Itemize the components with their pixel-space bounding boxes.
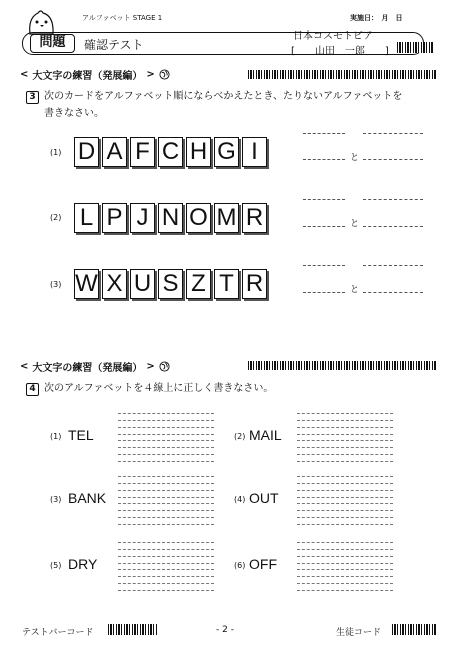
answer-line[interactable] bbox=[363, 159, 423, 160]
answer-guide-line bbox=[303, 265, 345, 266]
letter-card: I bbox=[242, 137, 267, 167]
student-code-label: 生徒コード bbox=[336, 628, 382, 638]
row1-joiner: と bbox=[350, 153, 360, 163]
letter-card: Z bbox=[186, 269, 211, 299]
item5-word: DRY bbox=[68, 556, 98, 572]
letter-card: N bbox=[158, 203, 183, 233]
four-line-guide[interactable] bbox=[297, 542, 393, 564]
student-code-barcode bbox=[392, 624, 436, 635]
section1-heading: 大文字の練習（発展編） bbox=[32, 71, 143, 82]
item1-word: TEL bbox=[68, 427, 94, 443]
row3-joiner: と bbox=[350, 285, 360, 295]
question3-line2: 書きなさい。 bbox=[44, 108, 104, 119]
chevron-right-icon: > bbox=[146, 361, 155, 372]
letter-card: J bbox=[130, 203, 155, 233]
item2-word: MAIL bbox=[249, 427, 282, 443]
question3-line1: 次のカードをアルファベット順にならべかえたとき、たりないアルファベットを bbox=[44, 91, 403, 102]
globe-icon bbox=[159, 361, 170, 372]
answer-guide-line bbox=[363, 199, 423, 200]
chevron-right-icon: > bbox=[146, 69, 155, 80]
letter-card: G bbox=[214, 137, 239, 167]
letter-card: M bbox=[214, 203, 239, 233]
letter-card: P bbox=[102, 203, 127, 233]
letter-card: C bbox=[158, 137, 183, 167]
answer-guide-line bbox=[303, 199, 345, 200]
globe-icon bbox=[159, 69, 170, 80]
item1-label: (1) bbox=[50, 432, 62, 441]
problem-badge: 問題 bbox=[30, 34, 75, 53]
question3-number: 3 bbox=[26, 91, 39, 104]
letter-card: A bbox=[102, 137, 127, 167]
answer-guide-line bbox=[363, 133, 423, 134]
item5-label: (5) bbox=[50, 561, 62, 570]
four-line-guide[interactable] bbox=[297, 476, 393, 498]
chevron-left-icon: < bbox=[20, 361, 29, 372]
test-barcode bbox=[108, 624, 158, 635]
section1-barcode bbox=[248, 70, 436, 79]
row3-label: (3) bbox=[50, 280, 62, 289]
test-title: 確認テスト bbox=[84, 38, 144, 52]
item4-label: (4) bbox=[234, 495, 246, 504]
letter-card: F bbox=[130, 137, 155, 167]
question4-number: 4 bbox=[26, 383, 39, 396]
date-label: 実施日： 月 日 bbox=[350, 14, 403, 22]
section2-header bbox=[20, 359, 170, 374]
item3-word: BANK bbox=[68, 490, 107, 506]
four-line-guide[interactable] bbox=[118, 503, 214, 525]
row1-label: (1) bbox=[50, 148, 62, 157]
letter-card: X bbox=[102, 269, 127, 299]
question3-text bbox=[44, 88, 402, 122]
answer-line[interactable] bbox=[303, 226, 345, 227]
row1-cards bbox=[74, 137, 267, 167]
four-line-guide[interactable] bbox=[297, 569, 393, 591]
letter-card: H bbox=[186, 137, 211, 167]
item2-label: (2) bbox=[234, 432, 246, 441]
answer-guide-line bbox=[303, 133, 345, 134]
item3-label: (3) bbox=[50, 495, 62, 504]
answer-line[interactable] bbox=[363, 292, 423, 293]
letter-card: U bbox=[130, 269, 155, 299]
letter-card: R bbox=[242, 203, 267, 233]
question4-text: 次のアルファベットを４線上に正しく書きなさい。 bbox=[44, 383, 274, 394]
four-line-guide[interactable] bbox=[118, 542, 214, 564]
section2-heading: 大文字の練習（発展編） bbox=[32, 363, 143, 374]
student-name: [ 山田 一郎 ] bbox=[291, 46, 389, 57]
name-barcode bbox=[397, 42, 433, 53]
page-number: - 2 - bbox=[216, 625, 234, 635]
row2-label: (2) bbox=[50, 213, 62, 222]
answer-line[interactable] bbox=[303, 292, 345, 293]
letter-card: L bbox=[74, 203, 99, 233]
row3-cards bbox=[74, 269, 267, 299]
letter-card: W bbox=[75, 270, 98, 297]
section2-barcode bbox=[248, 361, 436, 370]
letter-card: T bbox=[214, 269, 239, 299]
school-name: 日本コスモトピア bbox=[293, 31, 373, 42]
answer-line[interactable] bbox=[363, 226, 423, 227]
letter-card: R bbox=[242, 269, 267, 299]
four-line-guide[interactable] bbox=[118, 413, 214, 435]
section1-header bbox=[20, 67, 170, 82]
answer-line[interactable] bbox=[303, 159, 345, 160]
chevron-left-icon: < bbox=[20, 69, 29, 80]
letter-card: O bbox=[186, 203, 211, 233]
four-line-guide[interactable] bbox=[118, 569, 214, 591]
four-line-guide[interactable] bbox=[118, 440, 214, 462]
item6-word: OFF bbox=[249, 556, 277, 572]
row2-joiner: と bbox=[350, 219, 360, 229]
letter-card: S bbox=[158, 269, 183, 299]
item6-label: (6) bbox=[234, 561, 246, 570]
four-line-guide[interactable] bbox=[118, 476, 214, 498]
item4-word: OUT bbox=[249, 490, 279, 506]
four-line-guide[interactable] bbox=[297, 503, 393, 525]
four-line-guide[interactable] bbox=[297, 413, 393, 435]
four-line-guide[interactable] bbox=[297, 440, 393, 462]
series-label: アルファベット STAGE 1 bbox=[82, 14, 163, 22]
letter-card: D bbox=[74, 137, 99, 167]
row2-cards bbox=[74, 203, 267, 233]
test-barcode-label: テストバーコード bbox=[22, 628, 94, 638]
answer-guide-line bbox=[363, 265, 423, 266]
